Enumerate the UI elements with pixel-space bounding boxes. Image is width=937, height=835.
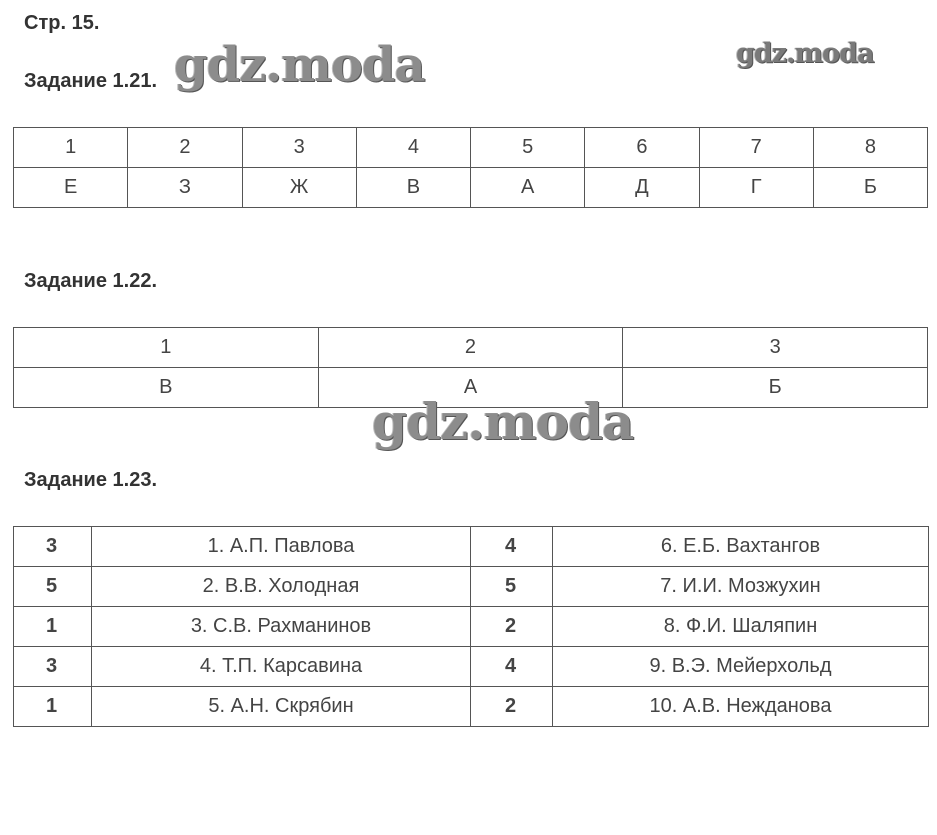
- table-cell: В: [356, 168, 470, 208]
- table-cell: А: [318, 368, 623, 408]
- table-cell: 1: [14, 128, 128, 168]
- task-1-22-heading: Задание 1.22.: [24, 270, 158, 292]
- table-header-row: [14, 128, 928, 168]
- table-cell: 1: [14, 328, 319, 368]
- table-cell: Б: [813, 168, 927, 208]
- table-cell: Д: [585, 168, 699, 208]
- answer-number: 3: [14, 527, 92, 567]
- answer-number: 1: [14, 687, 92, 727]
- answer-number: 4: [471, 647, 553, 687]
- watermark-logo: gdz.moda: [174, 37, 425, 93]
- table-cell: В: [14, 368, 319, 408]
- person-name: 8. Ф.И. Шаляпин: [553, 607, 929, 647]
- table-cell: 3: [623, 328, 928, 368]
- task-1-23-table: [13, 526, 929, 727]
- table-cell: 2: [318, 328, 623, 368]
- table-row: [14, 687, 929, 727]
- table-cell: 3: [242, 128, 356, 168]
- table-cell: 6: [585, 128, 699, 168]
- table-cell: Е: [14, 168, 128, 208]
- answer-number: 5: [14, 567, 92, 607]
- table-header-row: [14, 328, 928, 368]
- page-title: Стр. 15.: [24, 12, 100, 34]
- person-name: 4. Т.П. Карсавина: [92, 647, 471, 687]
- watermark-logo: gdz.moda: [372, 392, 634, 451]
- watermark-logo: gdz.moda: [736, 38, 874, 69]
- table-cell: 5: [471, 128, 585, 168]
- task-1-21-table: [13, 127, 928, 208]
- person-name: 2. В.В. Холодная: [92, 567, 471, 607]
- task-1-23-heading: Задание 1.23.: [24, 469, 158, 491]
- table-row: [14, 527, 929, 567]
- table-cell: А: [471, 168, 585, 208]
- table-cell: Г: [699, 168, 813, 208]
- table-cell: 7: [699, 128, 813, 168]
- person-name: 10. А.В. Нежданова: [553, 687, 929, 727]
- table-cell: 8: [813, 128, 927, 168]
- person-name: 3. С.В. Рахманинов: [92, 607, 471, 647]
- answer-number: 1: [14, 607, 92, 647]
- person-name: 6. Е.Б. Вахтангов: [553, 527, 929, 567]
- table-row: [14, 647, 929, 687]
- person-name: 9. В.Э. Мейерхольд: [553, 647, 929, 687]
- answer-number: 2: [471, 607, 553, 647]
- task-1-21-heading: Задание 1.21.: [24, 70, 158, 92]
- table-cell: З: [128, 168, 242, 208]
- table-cell: 2: [128, 128, 242, 168]
- answer-number: 2: [471, 687, 553, 727]
- answer-number: 5: [471, 567, 553, 607]
- table-row: [14, 607, 929, 647]
- person-name: 7. И.И. Мозжухин: [553, 567, 929, 607]
- person-name: 1. А.П. Павлова: [92, 527, 471, 567]
- answer-number: 4: [471, 527, 553, 567]
- table-row: [14, 567, 929, 607]
- table-cell: 4: [356, 128, 470, 168]
- table-cell: Б: [623, 368, 928, 408]
- person-name: 5. А.Н. Скрябин: [92, 687, 471, 727]
- table-answer-row: [14, 168, 928, 208]
- table-cell: Ж: [242, 168, 356, 208]
- answer-number: 3: [14, 647, 92, 687]
